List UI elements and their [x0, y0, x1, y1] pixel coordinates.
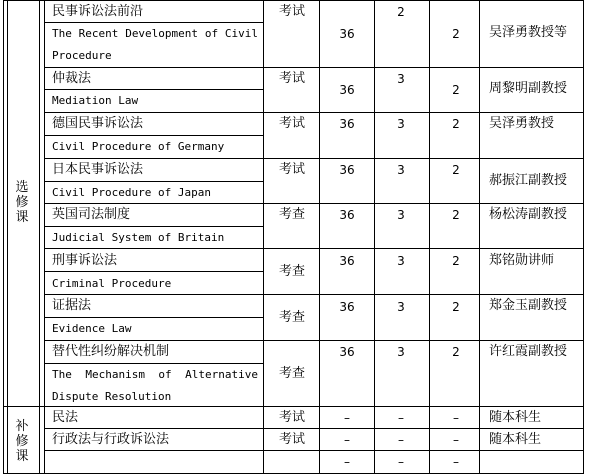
instructor: 随本科生	[489, 432, 542, 447]
assessment-method: 考查	[279, 207, 306, 222]
course-name-en: Mediation Law	[52, 94, 139, 107]
course-name-en: Judicial System of Britain	[52, 231, 225, 244]
assessment-method: 考查	[279, 264, 306, 279]
instructor: 许红霞副教授	[489, 344, 568, 359]
credits: –	[398, 455, 404, 469]
class-hours: 36	[339, 117, 355, 131]
section-label-supplementary: 补修课	[15, 419, 29, 464]
semester: –	[453, 433, 459, 447]
semester: 2	[452, 208, 460, 222]
instructor: 郑金玉副教授	[489, 298, 568, 313]
credits: 3	[397, 345, 405, 359]
assessment-method: 考试	[279, 410, 306, 425]
assessment-method: 考试	[279, 432, 306, 447]
instructor: 周黎明副教授	[489, 81, 568, 96]
class-hours: 36	[339, 300, 355, 314]
class-hours: 36	[339, 208, 355, 222]
credits: –	[398, 411, 404, 425]
semester: 2	[452, 300, 460, 314]
class-hours: 36	[339, 163, 355, 177]
semester: 2	[452, 27, 460, 41]
semester: –	[453, 411, 459, 425]
credits: 2	[397, 5, 405, 19]
course-name-cn: 英国司法制度	[52, 207, 131, 222]
course-name-en: Civil Procedure of Germany	[52, 140, 225, 153]
course-name-en: The Mechanism of Alternative Dispute Resolution	[52, 368, 258, 403]
instructor: 吴泽勇教授	[489, 116, 555, 131]
class-hours: 36	[339, 345, 355, 359]
course-name-cn: 民法	[52, 410, 79, 425]
course-name-en: Evidence Law	[52, 322, 132, 335]
credits: –	[398, 433, 404, 447]
instructor: 郑铭勋讲师	[489, 253, 555, 268]
credits: 3	[397, 72, 405, 86]
section-label-elective: 选修课	[15, 180, 29, 225]
class-hours: 36	[339, 83, 355, 97]
assessment-method: 考试	[279, 71, 306, 86]
assessment-method: 考查	[279, 366, 306, 381]
course-name-cn: 行政法与行政诉讼法	[52, 432, 170, 447]
semester: 2	[452, 254, 460, 268]
course-name-cn: 仲裁法	[52, 71, 92, 86]
instructor: 随本科生	[489, 410, 542, 425]
semester: 2	[452, 117, 460, 131]
semester: –	[453, 455, 459, 469]
course-name-cn: 刑事诉讼法	[52, 253, 118, 268]
class-hours: –	[344, 411, 350, 425]
semester: 2	[452, 345, 460, 359]
course-table	[3, 0, 584, 475]
assessment-method: 考试	[279, 116, 306, 131]
instructor: 郝振江副教授	[489, 173, 568, 188]
assessment-method: 考查	[279, 310, 306, 325]
credits: 3	[397, 300, 405, 314]
semester: 2	[452, 163, 460, 177]
credits: 3	[397, 208, 405, 222]
course-name-cn: 民事诉讼法前沿	[52, 4, 144, 19]
course-name-cn: 证据法	[52, 298, 92, 313]
assessment-method: 考试	[279, 162, 306, 177]
instructor: 杨松涛副教授	[489, 207, 568, 222]
course-name-cn: 德国民事诉讼法	[52, 116, 144, 131]
class-hours: 36	[339, 27, 355, 41]
class-hours: –	[344, 455, 350, 469]
course-name-cn: 日本民事诉讼法	[52, 162, 144, 177]
class-hours: –	[344, 433, 350, 447]
course-name-en: The Recent Development of Civil Procedure	[52, 27, 258, 62]
credits: 3	[397, 254, 405, 268]
course-name-en: Criminal Procedure	[52, 277, 172, 290]
credits: 3	[397, 117, 405, 131]
instructor: 吴泽勇教授等	[489, 25, 568, 40]
assessment-method: 考试	[279, 4, 306, 19]
semester: 2	[452, 83, 460, 97]
course-name-cn: 替代性纠纷解决机制	[52, 344, 170, 359]
credits: 3	[397, 163, 405, 177]
class-hours: 36	[339, 254, 355, 268]
course-name-en: Civil Procedure of Japan	[52, 186, 211, 199]
